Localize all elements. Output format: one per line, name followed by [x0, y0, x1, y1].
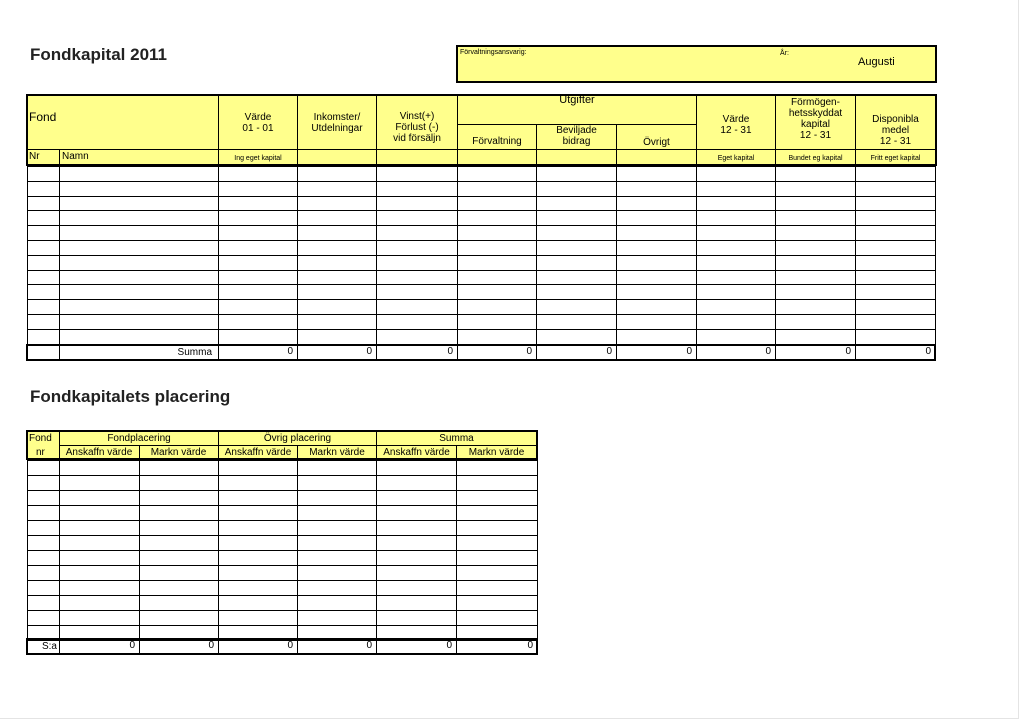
table-row-cell-first[interactable]	[27, 240, 60, 256]
table-cell[interactable]	[536, 181, 617, 197]
table-cell[interactable]	[457, 314, 537, 330]
table-cell[interactable]	[376, 475, 457, 491]
table-cell[interactable]	[297, 255, 377, 271]
divider	[456, 639, 457, 654]
divider	[218, 639, 219, 654]
table-cell[interactable]	[59, 490, 140, 506]
table-cell[interactable]	[536, 270, 617, 286]
table-cell[interactable]	[855, 314, 936, 330]
table-cell[interactable]	[376, 595, 457, 611]
divider	[376, 639, 377, 654]
table-cell[interactable]	[456, 565, 538, 581]
table-cell[interactable]	[376, 284, 458, 300]
table-cell[interactable]	[457, 196, 537, 212]
table-cell[interactable]	[855, 196, 936, 212]
table-cell[interactable]	[775, 329, 856, 345]
table-cell[interactable]	[696, 240, 776, 256]
table-cell[interactable]	[376, 550, 457, 566]
table-cell[interactable]	[536, 255, 617, 271]
table-cell[interactable]	[456, 520, 538, 536]
table-cell[interactable]	[855, 284, 936, 300]
table-cell[interactable]	[457, 299, 537, 315]
table-cell[interactable]	[457, 270, 537, 286]
table-row-cell-first[interactable]	[27, 595, 60, 611]
table-cell[interactable]	[616, 196, 697, 212]
table-cell[interactable]	[855, 210, 936, 226]
table-cell[interactable]	[696, 255, 776, 271]
table-cell[interactable]	[297, 610, 377, 626]
col-varde-end-label: Värde 12 - 31	[720, 114, 752, 136]
table-cell[interactable]	[376, 329, 458, 345]
t2-anskaffn-label: Anskaffn värde	[65, 447, 133, 458]
col-varde-start-label: Värde 01 - 01	[242, 112, 274, 134]
table-cell[interactable]	[297, 240, 377, 256]
table-cell[interactable]	[218, 460, 298, 476]
sum-value: 0	[366, 640, 372, 651]
table-cell[interactable]	[218, 535, 298, 551]
table-row-cell-first[interactable]	[27, 610, 60, 626]
table-cell[interactable]	[297, 196, 377, 212]
table-cell[interactable]	[696, 329, 776, 345]
table-cell[interactable]	[218, 299, 298, 315]
t2-markn-label: Markn värde	[150, 447, 207, 458]
table-cell[interactable]	[139, 460, 219, 476]
table-cell[interactable]	[616, 284, 697, 300]
col-inkomster-label: Inkomster/ Utdelningar	[311, 112, 363, 134]
table-row-cell-first[interactable]	[27, 565, 60, 581]
divider	[59, 445, 537, 446]
t2-markn-label: Markn värde	[309, 447, 365, 458]
table-cell[interactable]	[59, 314, 219, 330]
table-row-cell-first[interactable]	[27, 166, 60, 182]
table-cell[interactable]	[218, 284, 298, 300]
table-cell[interactable]	[218, 196, 298, 212]
table-row-cell-first[interactable]	[27, 210, 60, 226]
table-cell[interactable]	[59, 299, 219, 315]
table-cell[interactable]	[456, 610, 538, 626]
table-cell[interactable]	[59, 255, 219, 271]
table-cell[interactable]	[59, 240, 219, 256]
table-cell[interactable]	[376, 314, 458, 330]
sum-value: 0	[129, 640, 135, 651]
table-cell[interactable]	[297, 166, 377, 182]
divider	[297, 639, 298, 654]
table-cell[interactable]	[775, 255, 856, 271]
sum-value: 0	[845, 346, 851, 357]
table-cell[interactable]	[139, 610, 219, 626]
table-cell[interactable]	[218, 240, 298, 256]
table-row-cell-first[interactable]	[27, 580, 60, 596]
table-cell[interactable]	[376, 166, 458, 182]
table-row-cell-first[interactable]	[27, 255, 60, 271]
table-cell[interactable]	[616, 314, 697, 330]
divider	[696, 345, 697, 360]
table-cell[interactable]	[376, 181, 458, 197]
table-cell[interactable]	[376, 210, 458, 226]
table-cell[interactable]	[218, 505, 298, 521]
divider	[218, 345, 219, 360]
table-row-cell-first[interactable]	[27, 490, 60, 506]
table-cell[interactable]	[376, 520, 457, 536]
table-cell[interactable]	[456, 550, 538, 566]
table-cell[interactable]	[775, 166, 856, 182]
table-cell[interactable]	[536, 196, 617, 212]
col-beviljade-label: Beviljade bidrag	[556, 125, 597, 147]
table-row-cell-first[interactable]	[27, 181, 60, 197]
table-cell[interactable]	[616, 299, 697, 315]
table-cell[interactable]	[855, 181, 936, 197]
table-cell[interactable]	[297, 329, 377, 345]
table-cell[interactable]	[218, 225, 298, 241]
divider	[59, 345, 60, 360]
table-cell[interactable]	[376, 240, 458, 256]
table-cell[interactable]	[376, 255, 458, 271]
table-row-cell-first[interactable]	[27, 505, 60, 521]
divider	[27, 149, 936, 150]
table-cell[interactable]	[696, 210, 776, 226]
table-row-cell-first[interactable]	[27, 225, 60, 241]
table-cell[interactable]	[536, 166, 617, 182]
table-cell[interactable]	[139, 535, 219, 551]
table-cell[interactable]	[616, 255, 697, 271]
table-cell[interactable]	[775, 196, 856, 212]
t2-ovrig-placering-label: Övrig placering	[263, 433, 332, 444]
table-cell[interactable]	[376, 535, 457, 551]
table-cell[interactable]	[616, 270, 697, 286]
table-cell[interactable]	[376, 460, 457, 476]
divider	[536, 345, 537, 360]
t2-markn-label: Markn värde	[468, 447, 525, 458]
table-cell[interactable]	[59, 329, 219, 345]
utgifter-label: Utgifter	[559, 94, 595, 106]
divider	[59, 149, 60, 165]
divider	[855, 345, 856, 360]
table-cell[interactable]	[855, 299, 936, 315]
table-cell[interactable]	[297, 299, 377, 315]
table-cell[interactable]	[218, 255, 298, 271]
table-cell[interactable]	[457, 329, 537, 345]
col-ovrigt-label: Övrigt	[643, 137, 670, 148]
table-cell[interactable]	[456, 580, 538, 596]
table-cell[interactable]	[59, 196, 219, 212]
page-title: Fondkapital 2011	[30, 45, 167, 64]
table-cell[interactable]	[376, 610, 457, 626]
sum-value: 0	[208, 640, 214, 651]
section2-title: Fondkapitalets placering	[30, 387, 231, 406]
table-cell[interactable]	[297, 580, 377, 596]
table-row-cell-first[interactable]	[27, 196, 60, 212]
table-cell[interactable]	[457, 225, 537, 241]
nr-label: Nr	[29, 151, 40, 162]
table-cell[interactable]	[616, 181, 697, 197]
table-cell[interactable]	[218, 314, 298, 330]
table-cell[interactable]	[218, 565, 298, 581]
sum-value: 0	[447, 346, 453, 357]
t2-anskaffn-label: Anskaffn värde	[224, 447, 292, 458]
table-cell[interactable]	[297, 181, 377, 197]
col-formogen-label: Förmögen- hetsskyddat kapital 12 - 31	[788, 97, 843, 141]
sum-value: 0	[446, 640, 452, 651]
table-cell[interactable]	[218, 270, 298, 286]
table-row-cell-first[interactable]	[27, 550, 60, 566]
table-cell[interactable]	[59, 284, 219, 300]
table-cell[interactable]	[696, 284, 776, 300]
table-cell[interactable]	[297, 550, 377, 566]
table-cell[interactable]	[855, 240, 936, 256]
table-cell[interactable]	[536, 284, 617, 300]
table-cell[interactable]	[59, 595, 140, 611]
table-cell[interactable]	[218, 166, 298, 182]
t2-fond-label: Fond	[29, 433, 52, 444]
table-row-cell-first[interactable]	[27, 270, 60, 286]
table-cell[interactable]	[456, 505, 538, 521]
sum-label: Summa	[177, 347, 212, 358]
table-cell[interactable]	[456, 460, 538, 476]
table-cell[interactable]	[775, 240, 856, 256]
table-cell[interactable]	[855, 329, 936, 345]
sub-fritt-eget-kapital: Fritt eget kapital	[870, 155, 921, 162]
t2-nr-label: nr	[36, 447, 45, 458]
table-cell[interactable]	[59, 225, 219, 241]
divider	[775, 345, 776, 360]
table-cell[interactable]	[218, 475, 298, 491]
table-row-cell-first[interactable]	[27, 329, 60, 345]
table-cell[interactable]	[536, 314, 617, 330]
t2-sum-label: S:a	[41, 641, 57, 652]
table-cell[interactable]	[855, 270, 936, 286]
table-cell[interactable]	[139, 520, 219, 536]
table-cell[interactable]	[218, 520, 298, 536]
table-cell[interactable]	[376, 580, 457, 596]
header-box	[456, 45, 937, 83]
table-cell[interactable]	[456, 475, 538, 491]
table-cell[interactable]	[696, 225, 776, 241]
table-cell[interactable]	[297, 505, 377, 521]
table-cell[interactable]	[696, 196, 776, 212]
table-cell[interactable]	[376, 490, 457, 506]
table-cell[interactable]	[59, 520, 140, 536]
sum-value: 0	[526, 346, 532, 357]
table-cell[interactable]	[457, 181, 537, 197]
sum-value: 0	[287, 640, 293, 651]
table-cell[interactable]	[59, 550, 140, 566]
namn-label: Namn	[62, 151, 89, 162]
table-cell[interactable]	[775, 299, 856, 315]
table-cell[interactable]	[59, 565, 140, 581]
table-cell[interactable]	[456, 535, 538, 551]
table-cell[interactable]	[59, 181, 219, 197]
table-cell[interactable]	[59, 610, 140, 626]
table-cell[interactable]	[616, 329, 697, 345]
table-cell[interactable]	[297, 284, 377, 300]
year-label: År:	[780, 50, 789, 57]
table-cell[interactable]	[297, 225, 377, 241]
table-row-cell-first[interactable]	[27, 284, 60, 300]
table-cell[interactable]	[536, 210, 617, 226]
table-row-cell-first[interactable]	[27, 299, 60, 315]
table-cell[interactable]	[775, 210, 856, 226]
table-cell[interactable]	[139, 550, 219, 566]
sub-eget-kapital: Eget kapital	[717, 155, 755, 162]
col-vinst-label: Vinst(+) Förlust (-) vid försäljn	[393, 111, 441, 144]
table-cell[interactable]	[218, 329, 298, 345]
table-cell[interactable]	[456, 595, 538, 611]
table-cell[interactable]	[139, 580, 219, 596]
table-cell[interactable]	[457, 240, 537, 256]
table-cell[interactable]	[218, 490, 298, 506]
table-cell[interactable]	[775, 270, 856, 286]
table-cell[interactable]	[297, 520, 377, 536]
table-cell[interactable]	[297, 460, 377, 476]
table-cell[interactable]	[376, 196, 458, 212]
table-cell[interactable]	[139, 475, 219, 491]
table-cell[interactable]	[139, 490, 219, 506]
table-cell[interactable]	[616, 240, 697, 256]
table-cell[interactable]	[218, 595, 298, 611]
table-cell[interactable]	[457, 255, 537, 271]
table-cell[interactable]	[696, 181, 776, 197]
table-cell[interactable]	[696, 314, 776, 330]
responsible-label: Förvaltningsansvarig:	[460, 49, 527, 56]
table-cell[interactable]	[59, 460, 140, 476]
table-cell[interactable]	[297, 535, 377, 551]
table-cell[interactable]	[59, 505, 140, 521]
table-cell[interactable]	[139, 505, 219, 521]
table-cell[interactable]	[297, 210, 377, 226]
t2-fondplacering-label: Fondplacering	[107, 433, 171, 444]
table-cell[interactable]	[376, 565, 457, 581]
table-cell[interactable]	[59, 270, 219, 286]
divider	[616, 345, 617, 360]
table-cell[interactable]	[59, 475, 140, 491]
divider	[139, 639, 140, 654]
table-cell[interactable]	[218, 210, 298, 226]
divider	[59, 639, 60, 654]
table-cell[interactable]	[59, 580, 140, 596]
table-cell[interactable]	[696, 166, 776, 182]
table-cell[interactable]	[457, 210, 537, 226]
table-cell[interactable]	[616, 166, 697, 182]
sum-value: 0	[686, 346, 692, 357]
table-cell[interactable]	[616, 210, 697, 226]
table-cell[interactable]	[59, 210, 219, 226]
table-cell[interactable]	[616, 225, 697, 241]
table-cell[interactable]	[775, 284, 856, 300]
table-row-cell-first[interactable]	[27, 475, 60, 491]
table-cell[interactable]	[297, 565, 377, 581]
table-cell[interactable]	[855, 166, 936, 182]
sub-ing-eget-kapital: Ing eget kapital	[234, 155, 282, 162]
table-cell[interactable]	[376, 505, 457, 521]
month-value: Augusti	[858, 56, 895, 68]
table-cell[interactable]	[59, 166, 219, 182]
sum-value: 0	[287, 346, 293, 357]
table-cell[interactable]	[696, 299, 776, 315]
table-cell[interactable]	[297, 475, 377, 491]
table-row-cell-first[interactable]	[27, 314, 60, 330]
table-cell[interactable]	[536, 225, 617, 241]
t2-summa-label: Summa	[439, 433, 474, 444]
sum-value: 0	[925, 346, 931, 357]
t2-anskaffn-label: Anskaffn värde	[383, 447, 450, 458]
table-cell[interactable]	[59, 535, 140, 551]
table-cell[interactable]	[218, 610, 298, 626]
table-cell[interactable]	[456, 490, 538, 506]
col-forvaltning-label: Förvaltning	[472, 136, 522, 147]
table-cell[interactable]	[536, 329, 617, 345]
divider	[376, 345, 377, 360]
table-cell[interactable]	[376, 270, 458, 286]
divider	[297, 345, 298, 360]
table-cell[interactable]	[218, 550, 298, 566]
sub-bundet-eg-kapital: Bundet eg kapital	[788, 155, 843, 162]
table-cell[interactable]	[775, 314, 856, 330]
table-cell[interactable]	[855, 225, 936, 241]
sum-value: 0	[366, 346, 372, 357]
divider	[457, 345, 458, 360]
sum-value: 0	[765, 346, 771, 357]
sum-value: 0	[606, 346, 612, 357]
table-row-cell-first[interactable]	[27, 460, 60, 476]
table-cell[interactable]	[855, 255, 936, 271]
table-cell[interactable]	[297, 270, 377, 286]
table-row-cell-first[interactable]	[27, 520, 60, 536]
table-cell[interactable]	[297, 595, 377, 611]
table-cell[interactable]	[536, 240, 617, 256]
table-row-cell-first[interactable]	[27, 535, 60, 551]
table-cell[interactable]	[218, 580, 298, 596]
table-cell[interactable]	[376, 225, 458, 241]
table-cell[interactable]	[775, 225, 856, 241]
table-cell[interactable]	[297, 490, 377, 506]
table-cell[interactable]	[536, 299, 617, 315]
col-disponibla-label: Disponibla medel 12 - 31	[872, 114, 919, 147]
table-cell[interactable]	[218, 181, 298, 197]
table-cell[interactable]	[457, 284, 537, 300]
fond-label: Fond	[29, 110, 57, 124]
table-cell[interactable]	[139, 595, 219, 611]
sum-value: 0	[527, 640, 533, 651]
table-cell[interactable]	[775, 181, 856, 197]
table-cell[interactable]	[457, 166, 537, 182]
table-cell[interactable]	[696, 270, 776, 286]
table-cell[interactable]	[139, 565, 219, 581]
table-cell[interactable]	[297, 314, 377, 330]
table-cell[interactable]	[376, 299, 458, 315]
